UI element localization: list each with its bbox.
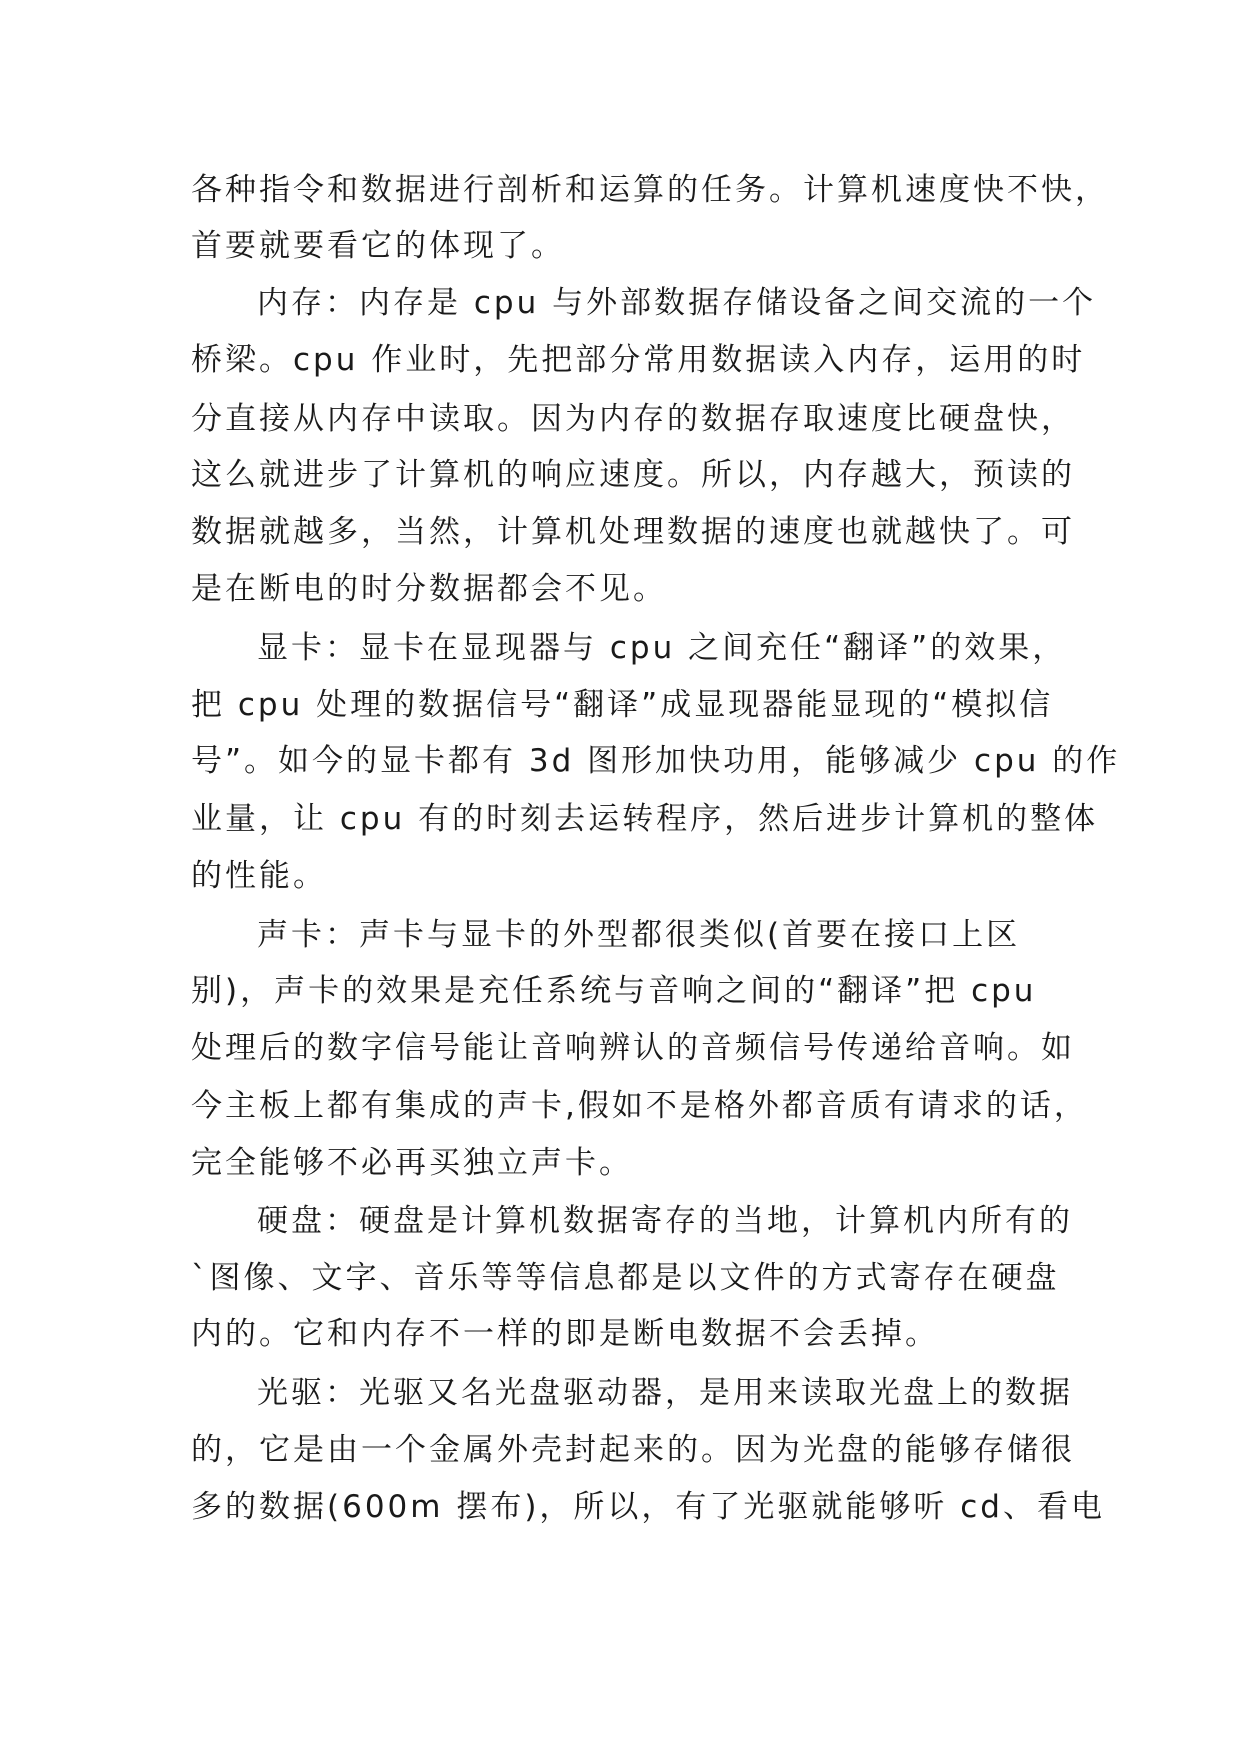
- text-line: 今主板上都有集成的声卡,假如不是格外都音质有请求的话，: [191, 1088, 1088, 1124]
- text-line: `图像、文字、音乐等等信息都是以文件的方式寄存在硬盘: [191, 1260, 1060, 1296]
- text-line: 各种指令和数据进行剖析和运算的任务。计算机速度快不快，: [191, 172, 1109, 208]
- paragraph-hard-disk-start: 硬盘：硬盘是计算机数据寄存的当地，计算机内所有的: [257, 1203, 1073, 1239]
- paragraph-graphics-card-start: 显卡：显卡在显现器与 cpu 之间充任“翻译”的效果，: [257, 630, 1067, 666]
- text-line: 首要就要看它的体现了。: [191, 228, 565, 264]
- text-line: 分直接从内存中读取。因为内存的数据存取速度比硬盘快，: [191, 401, 1075, 437]
- text-line: 处理后的数字信号能让音响辨认的音频信号传递给音响。如: [191, 1030, 1075, 1066]
- text-line: 完全能够不必再买独立声卡。: [191, 1145, 633, 1181]
- text-line: 是在断电的时分数据都会不见。: [191, 571, 667, 607]
- text-line: 桥梁。cpu 作业时，先把部分常用数据读入内存，运用的时: [191, 342, 1086, 378]
- text-line: 数据就越多，当然，计算机处理数据的速度也就越快了。可: [191, 514, 1075, 550]
- text-line: 内的。它和内存不一样的即是断电数据不会丢掉。: [191, 1316, 939, 1352]
- text-line: 把 cpu 处理的数据信号“翻译”成显现器能显现的“模拟信: [191, 687, 1054, 723]
- text-line: 的，它是由一个金属外壳封起来的。因为光盘的能够存储很: [191, 1432, 1075, 1468]
- text-line: 号”。如今的显卡都有 3d 图形加快功用，能够减少 cpu 的作: [191, 743, 1121, 779]
- text-line: 的性能。: [191, 858, 327, 894]
- text-line: 业量，让 cpu 有的时刻去运转程序，然后进步计算机的整体: [191, 801, 1099, 837]
- paragraph-sound-card-start: 声卡：声卡与显卡的外型都很类似(首要在接口上区: [257, 917, 1021, 953]
- text-line: 这么就进步了计算机的响应速度。所以，内存越大，预读的: [191, 457, 1075, 493]
- text-line: 多的数据(600m 摆布)，所以，有了光驱就能够听 cd、看电: [191, 1489, 1105, 1525]
- text-line: 别)，声卡的效果是充任系统与音响之间的“翻译”把 cpu: [191, 973, 1037, 1009]
- paragraph-optical-drive-start: 光驱：光驱又名光盘驱动器，是用来读取光盘上的数据: [257, 1375, 1073, 1411]
- paragraph-memory-start: 内存：内存是 cpu 与外部数据存储设备之间交流的一个: [257, 285, 1097, 321]
